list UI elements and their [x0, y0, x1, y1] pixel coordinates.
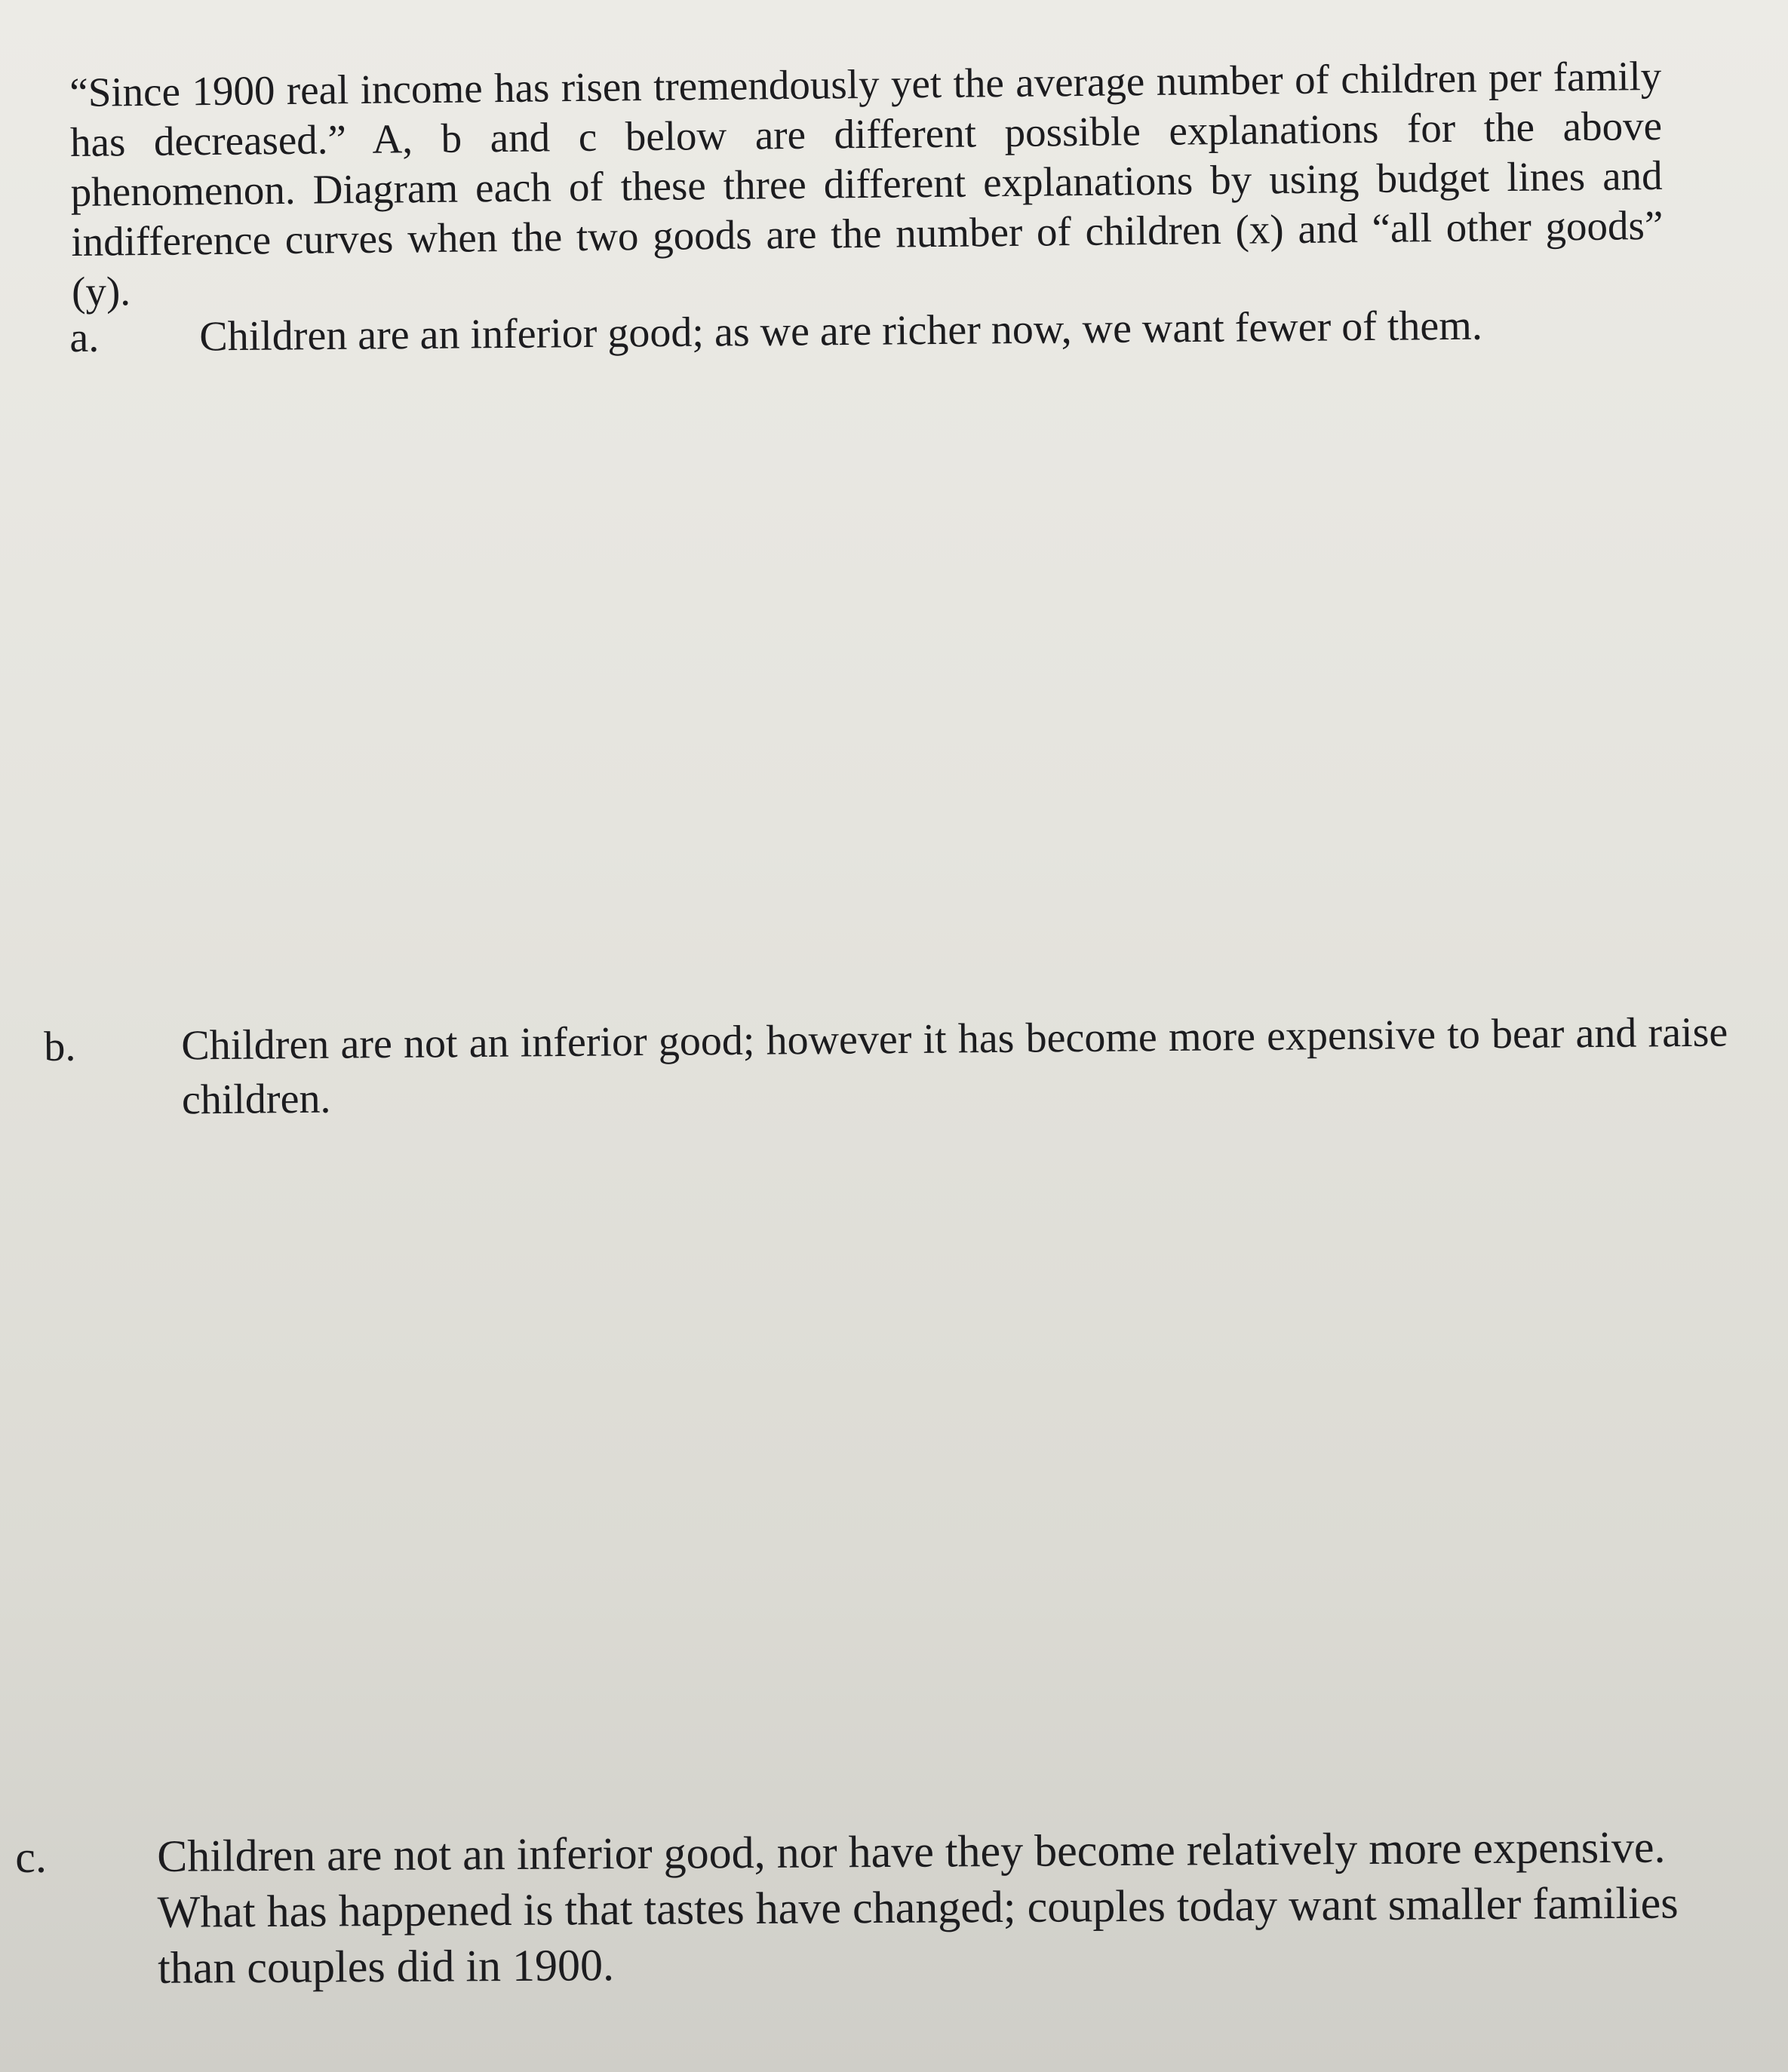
explanation-c-marker: c. [15, 1831, 48, 1882]
answer-space-a [69, 392, 1714, 996]
explanation-b-text: Children are not an inferior good; however it has become more expensive to bear and raise children. [181, 1008, 1728, 1124]
explanation-c [15, 1819, 1765, 1993]
answer-space-b [69, 1131, 1714, 1795]
explanation-a-text: Children are an inferior good; as we are richer now, we want fewer of them. [199, 302, 1483, 361]
explanation-b [44, 1005, 1728, 1124]
explanation-a-marker: a. [69, 314, 100, 361]
question-intro [69, 51, 1664, 317]
explanation-b-marker: b. [44, 1023, 76, 1070]
question-intro-text: “Since 1900 real income has risen tremendously yet the average number of children per family has decreased.” A, b and c below are different possible explanations for the above phenomenon. Diagram each of these three different explanations by using budget lines and indifference curves when the two goods are the number of children (x) and “all other goods” (y). [69, 52, 1664, 315]
explanation-c-text: Children are not an inferior good, nor have they become relatively more expensive. What has happened is that tastes have changed; couples today want smaller families than couples did in 1900. [157, 1822, 1679, 1993]
